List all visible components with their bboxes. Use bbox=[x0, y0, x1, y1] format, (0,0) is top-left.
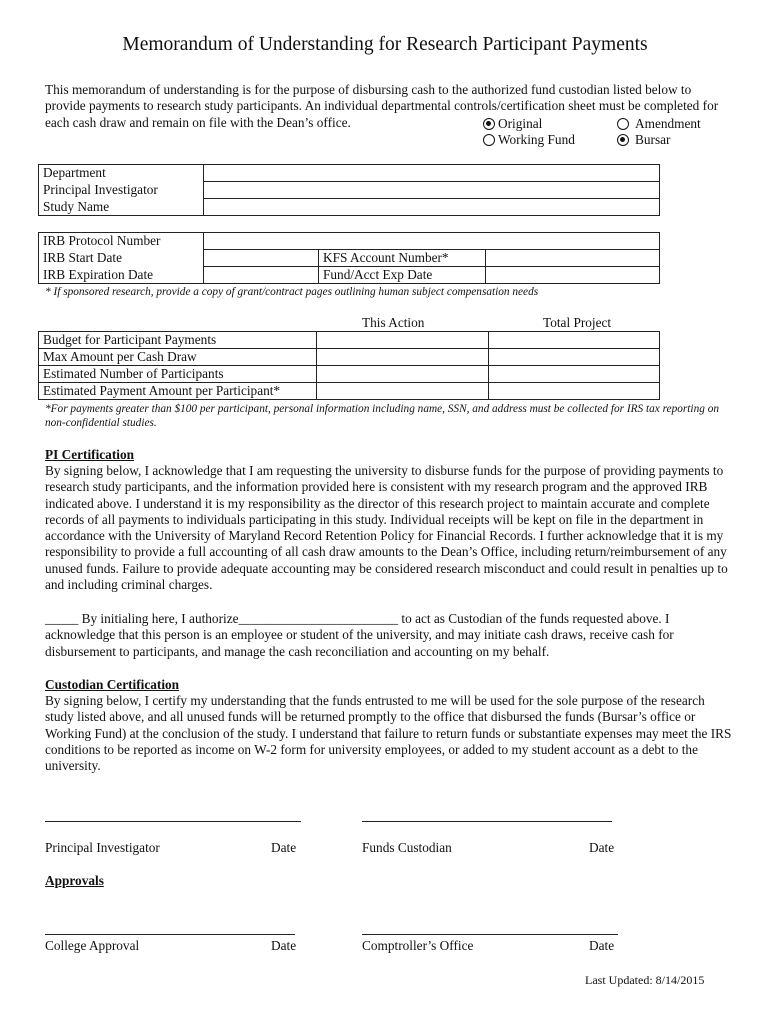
option-bursar[interactable] bbox=[617, 132, 670, 148]
kfs-label: KFS Account Number* bbox=[319, 250, 486, 267]
option-amendment-label: Amendment bbox=[635, 116, 701, 131]
custodian-certification-text: By signing below, I certify my understanding that the funds entrusted to me will be used for the sole purpose of the research study listed above, and all unused funds will be returned promptly to the office that disbursed the funds (Bursar’s office or Working Fund) at the conclusion of the study. I understand that failure to return funds or substantiate expenses may meet the IRS conditions to be reported as income on W-2 form for university employees, or added to my student account as a debt to the university. bbox=[45, 693, 732, 774]
custodian-certification-heading: Custodian Certification bbox=[45, 677, 180, 692]
approvals-heading: Approvals bbox=[45, 873, 104, 888]
option-original-label: Original bbox=[498, 116, 543, 131]
fund-exp-label: Fund/Acct Exp Date bbox=[319, 267, 486, 284]
irb-protocol-field[interactable] bbox=[204, 233, 660, 250]
this-action-field[interactable] bbox=[317, 332, 489, 349]
this-action-header: This Action bbox=[362, 315, 425, 330]
table-row bbox=[39, 233, 660, 250]
fund-exp-field[interactable] bbox=[486, 267, 660, 284]
radio-unchecked-icon[interactable] bbox=[617, 118, 629, 130]
last-updated: Last Updated: 8/14/2015 bbox=[585, 973, 705, 987]
pi-signature-label: Principal Investigator bbox=[45, 840, 160, 855]
department-field[interactable] bbox=[204, 165, 660, 182]
initial-blank[interactable]: _____ bbox=[45, 611, 79, 626]
budget-row-label: Estimated Payment Amount per Participant* bbox=[39, 383, 317, 400]
table-row bbox=[39, 349, 660, 366]
college-date-label: Date bbox=[271, 938, 297, 953]
option-amendment[interactable] bbox=[617, 116, 701, 132]
budget-table bbox=[38, 331, 660, 400]
custodian-date-label: Date bbox=[589, 840, 615, 855]
authorize-rest: to act as Custodian of the funds requested above. I acknowledge that this person is an employee or student of the university, and may initiate cash draws, receive cash for disbursement to participants, and manage the cash reconciliation and accounting on my behalf. bbox=[45, 611, 674, 659]
total-project-field[interactable] bbox=[489, 383, 660, 400]
authorization-paragraph bbox=[45, 611, 735, 660]
study-name-field[interactable] bbox=[204, 199, 660, 216]
irb-start-label: IRB Start Date bbox=[39, 250, 204, 267]
budget-row-label: Max Amount per Cash Draw bbox=[39, 349, 317, 366]
budget-row-label: Estimated Number of Participants bbox=[39, 366, 317, 383]
irb-expiration-field[interactable] bbox=[204, 267, 319, 284]
option-original[interactable] bbox=[483, 116, 542, 132]
table-row bbox=[39, 182, 660, 199]
comptroller-label: Comptroller’s Office bbox=[362, 938, 474, 953]
this-action-field[interactable] bbox=[317, 349, 489, 366]
authorize-text: By initialing here, I authorize bbox=[81, 611, 239, 626]
pi-label: Principal Investigator bbox=[39, 182, 204, 199]
kfs-field[interactable] bbox=[486, 250, 660, 267]
college-signature-line[interactable] bbox=[45, 934, 295, 935]
pi-field[interactable] bbox=[204, 182, 660, 199]
total-project-field[interactable] bbox=[489, 349, 660, 366]
page-title: Memorandum of Understanding for Research Participant Payments bbox=[122, 34, 648, 55]
irb-note: * If sponsored research, provide a copy of grant/contract pages outlining human subject compensation needs bbox=[45, 286, 539, 298]
study-table bbox=[38, 164, 660, 216]
pi-certification-text: By signing below, I acknowledge that I am requesting the university to disburse funds for the purpose of providing payments to research study participants, and the information provided here is consistent with my research program and the approved IRB indicated above. I understand it is my responsibility as the director of this research project to maintain accurate and complete records of all payments to individuals participating in this study. Individual receipts will be kept on file in the department in accordance with the University of Maryland Record Retention Policy for Financial Records. I further acknowledge that it is my responsibility to provide a full accounting of all cash draw amounts to the Dean’s Office, including return/reimbursement of any unused funds. Failure to provide adequate accounting may be considered research misconduct and could result in penalties up to and including criminal charges. bbox=[45, 463, 728, 593]
irb-expiration-label: IRB Expiration Date bbox=[39, 267, 204, 284]
radio-checked-icon[interactable] bbox=[483, 118, 495, 130]
custodian-signature-line[interactable] bbox=[362, 821, 612, 822]
total-project-field[interactable] bbox=[489, 332, 660, 349]
this-action-field[interactable] bbox=[317, 383, 489, 400]
budget-note: *For payments greater than $100 per participant, personal information including name, SSN, and address must be collected for IRS tax reporting on non-confidential studies. bbox=[45, 403, 719, 429]
budget-row-label: Budget for Participant Payments bbox=[39, 332, 317, 349]
radio-unchecked-icon[interactable] bbox=[483, 134, 495, 146]
this-action-field[interactable] bbox=[317, 366, 489, 383]
pi-certification-heading: PI Certification bbox=[45, 447, 134, 462]
intro-paragraph: This memorandum of understanding is for the purpose of disbursing cash to the authorized fund custodian listed below to provide payments to research study participants. An individual departmental controls/certification sheet must be completed for each cash draw and remain on file with the Dean’s office. bbox=[45, 82, 719, 130]
custodian-signature-label: Funds Custodian bbox=[362, 840, 452, 855]
total-project-field[interactable] bbox=[489, 366, 660, 383]
pi-signature-line[interactable] bbox=[45, 821, 301, 822]
radio-checked-icon[interactable] bbox=[617, 134, 629, 146]
table-row bbox=[39, 199, 660, 216]
study-name-label: Study Name bbox=[39, 199, 204, 216]
irb-table bbox=[38, 232, 660, 284]
option-working-fund[interactable] bbox=[483, 132, 575, 148]
college-approval-label: College Approval bbox=[45, 938, 140, 953]
table-row bbox=[39, 366, 660, 383]
comptroller-signature-line[interactable] bbox=[362, 934, 618, 935]
option-working-fund-label: Working Fund bbox=[498, 132, 575, 147]
table-row bbox=[39, 332, 660, 349]
irb-start-field[interactable] bbox=[204, 250, 319, 267]
total-project-header: Total Project bbox=[543, 315, 612, 330]
department-label: Department bbox=[39, 165, 204, 182]
table-row bbox=[39, 267, 660, 284]
pi-date-label: Date bbox=[271, 840, 297, 855]
table-row bbox=[39, 250, 660, 267]
option-bursar-label: Bursar bbox=[635, 132, 671, 147]
table-row bbox=[39, 383, 660, 400]
irb-protocol-label: IRB Protocol Number bbox=[39, 233, 204, 250]
custodian-name-blank[interactable]: ________________________ bbox=[238, 611, 399, 626]
comptroller-date-label: Date bbox=[589, 938, 615, 953]
table-row bbox=[39, 165, 660, 182]
